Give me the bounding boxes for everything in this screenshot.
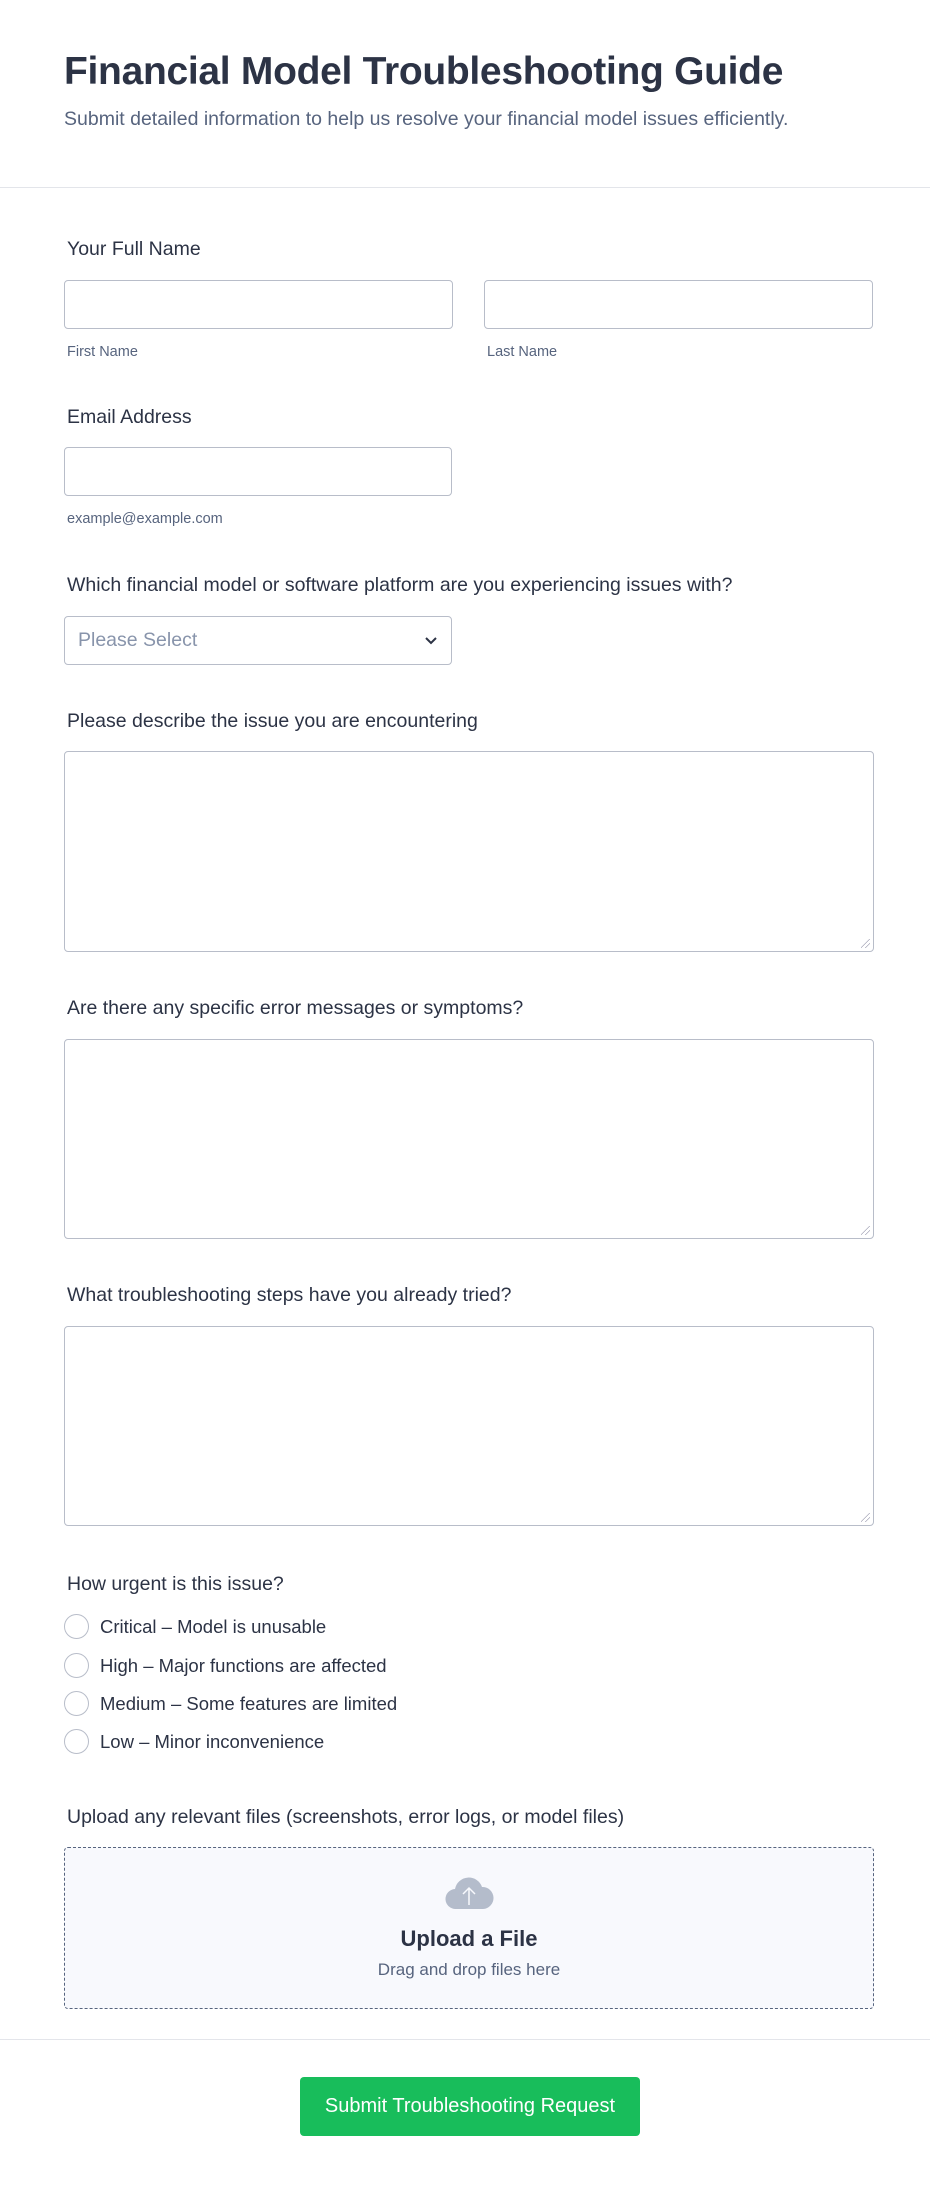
- radio-button[interactable]: [64, 1729, 89, 1754]
- last-name-input[interactable]: [484, 280, 873, 329]
- urgency-label: How urgent is this issue?: [67, 1573, 284, 1595]
- chevron-down-icon: [424, 636, 438, 646]
- urgency-option-high[interactable]: [64, 1653, 387, 1678]
- platform-select[interactable]: [64, 616, 452, 665]
- radio-button[interactable]: [64, 1614, 89, 1639]
- page-subtitle: Submit detailed information to help us resolve your financial model issues efficiently.: [64, 108, 789, 130]
- last-name-sublabel: Last Name: [487, 344, 558, 360]
- upload-hint: Drag and drop files here: [377, 1960, 561, 1979]
- platform-label: Which financial model or software platform are you experiencing issues with?: [67, 574, 733, 596]
- resize-handle-icon[interactable]: [861, 1226, 870, 1235]
- footer-divider: [0, 2039, 930, 2040]
- steps-textarea[interactable]: [64, 1326, 874, 1526]
- radio-label: Medium – Some features are limited: [100, 1692, 398, 1714]
- submit-button[interactable]: Submit Troubleshooting Request: [300, 2077, 640, 2136]
- radio-button[interactable]: [64, 1691, 89, 1716]
- radio-label: Critical – Model is unusable: [100, 1615, 327, 1637]
- radio-label: Low – Minor inconvenience: [100, 1730, 325, 1752]
- issue-textarea[interactable]: [64, 751, 874, 952]
- platform-selected-value: Please Select: [78, 629, 198, 651]
- file-upload-dropzone[interactable]: [64, 1847, 874, 2009]
- email-sublabel: example@example.com: [67, 511, 223, 527]
- radio-button[interactable]: [64, 1653, 89, 1678]
- first-name-input[interactable]: [64, 280, 453, 329]
- full-name-label: Your Full Name: [67, 238, 201, 260]
- upload-label: Upload any relevant files (screenshots, error logs, or model files): [67, 1806, 625, 1828]
- urgency-option-medium[interactable]: [64, 1691, 397, 1716]
- errors-textarea[interactable]: [64, 1039, 874, 1239]
- urgency-option-critical[interactable]: [64, 1614, 326, 1639]
- steps-label: What troubleshooting steps have you already tried?: [67, 1284, 512, 1306]
- email-input[interactable]: [64, 447, 452, 496]
- header-divider: [0, 187, 930, 188]
- first-name-sublabel: First Name: [67, 344, 138, 360]
- upload-title: Upload a File: [400, 1926, 538, 1951]
- urgency-option-low[interactable]: [64, 1729, 324, 1754]
- errors-label: Are there any specific error messages or symptoms?: [67, 997, 524, 1019]
- email-label: Email Address: [67, 406, 192, 428]
- page-title: Financial Model Troubleshooting Guide: [64, 50, 784, 93]
- issue-label: Please describe the issue you are encountering: [67, 710, 478, 732]
- radio-label: High – Major functions are affected: [100, 1654, 387, 1676]
- resize-handle-icon[interactable]: [861, 1513, 870, 1522]
- cloud-upload-icon: [444, 1875, 494, 1911]
- resize-handle-icon[interactable]: [861, 939, 870, 948]
